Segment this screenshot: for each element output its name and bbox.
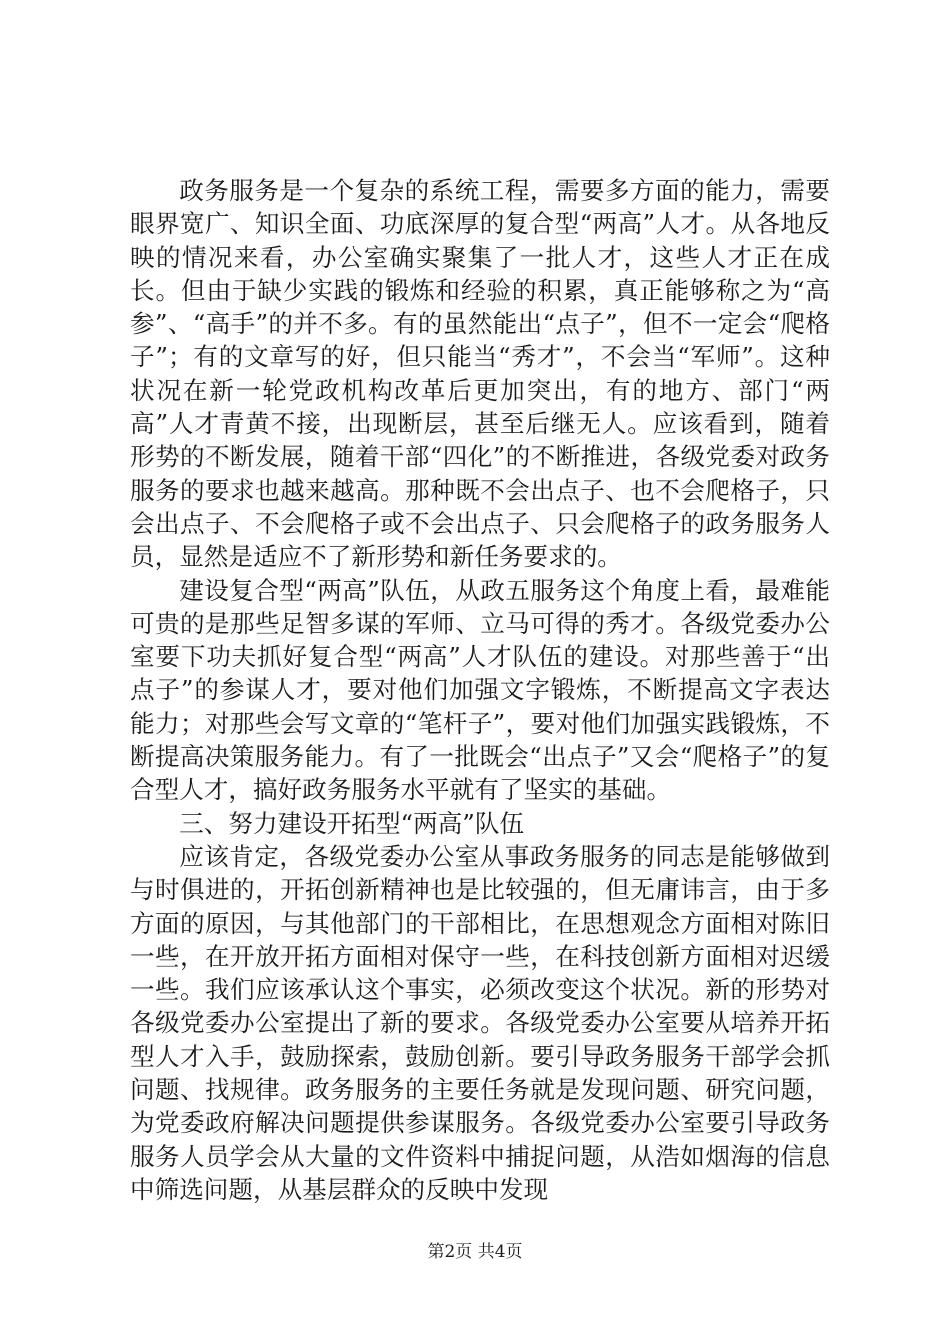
- document-body: [130, 174, 830, 1206]
- section-heading: 三、努力建设开拓型“两高”队伍: [179, 808, 525, 838]
- page-footer: 第2页 共4页: [427, 1242, 523, 1262]
- paragraph-3: 应该肯定，各级党委办公室从事政务服务的同志是能够做到与时俱进的，开拓创新精神也是比较强的，但无庸讳言，由于多方面的原因，与其他部门的干部相比，在思想观念方面相对陈旧一些，在开放开拓方面相对保守一些，在科技创新方面相对迟缓一些。我们应该承认这个事实，必须改变这个状况。新的形势对各级党委办公室提出了新的要求。各级党委办公室要从培养开拓型人才入手，鼓励探索，鼓励创新。要引导政务服务干部学会抓问题、找规律。政务服务的主要任务就是发现问题、研究问题，为党委政府解决问题提供参谋服务。各级党委办公室要引导政务服务人员学会从大量的文件资料中捕捉问题，从浩如烟海的信息中筛选问题，从基层群众的反映中发现: [130, 841, 830, 1204]
- paragraph-2: 建设复合型“两高”队伍，从政五服务这个角度上看，最难能可贵的是那些足智多谋的军师、立马可得的秀才。各级党委办公室要下功夫抓好复合型“两高”人才队伍的建设。对那些善于“出点子”的参谋人才，要对他们加强文字锻炼，不断提高文字表达能力；对那些会写文章的“笔杆子”，要对他们加强实践锻炼，不断提高决策服务能力。有了一批既会“出点子”又会“爬格子”的复合型人才，搞好政务服务水平就有了坚实的基础。: [130, 575, 830, 805]
- paragraph-1: 政务服务是一个复杂的系统工程，需要多方面的能力，需要眼界宽广、知识全面、功底深厚的复合型“两高”人才。从各地反映的情况来看，办公室确实聚集了一批人才，这些人才正在成长。但由于缺少实践的锻炼和经验的积累，真正能够称之为“高参”、“高手”的并不多。有的虽然能出“点子”，但不一定会“爬格子”；有的文章写的好，但只能当“秀才”，不会当“军师”。这种状况在新一轮党政机构改革后更加突出，有的地方、部门“两高”人才青黄不接，出现断层，甚至后继无人。应该看到，随着形势的不断发展，随着干部“四化”的不断推进，各级党委对政务服务的要求也越来越高。那种既不会出点子、也不会爬格子，只会出点子、不会爬格子或不会出点子、只会爬格子的政务服务人员，显然是适应不了新形势和新任务要求的。: [130, 176, 830, 572]
